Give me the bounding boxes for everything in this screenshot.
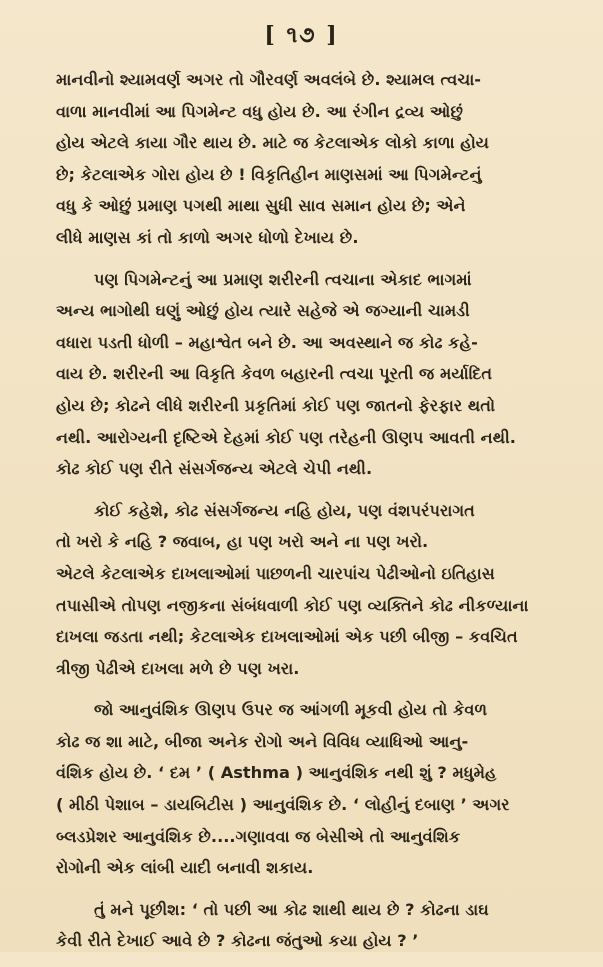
text-line: વધુ કે ઓછું પ્રમાણ પગથી માથા સુધી સાવ સમાન હોય છે; એને bbox=[56, 196, 466, 216]
text-line: લીધે માણસ કાં તો કાળો અગર ધોળો દેખાય છે. bbox=[56, 227, 359, 247]
text-line: વધારા પડતી ધોળી – મહાશ્વેત બને છે. આ અવસ્થાને જ કોઢ કહે- bbox=[56, 332, 478, 352]
text-line: બ્લડપ્રેશર આનુવંશિક છે....ગણાવવા જ બેસીએ તો આનુવંશિક bbox=[56, 826, 461, 846]
text-line: હોય એટલે કાયા ગૌર થાય છે. માટે જ કેટલાએક લોકો કાળા હોય bbox=[56, 133, 490, 153]
text-line: ( મીઠી પેશાબ – ડાયબિટીસ ) આનુવંશિક છે. ‘ લોહીનું દબાણ ’ અગર bbox=[56, 795, 510, 815]
text-line: નથી. આરોગ્યની દૃષ્ટિએ દેહમાં કોઈ પણ તરેહની ઊણપ આવતી નથી. bbox=[56, 427, 516, 447]
text-line: કોઢ જ શા માટે, બીજા અનેક રોગો અને વિવિધ વ્યાધિઓ આનુ- bbox=[56, 731, 469, 751]
paragraph-1 bbox=[56, 64, 576, 254]
text-line: કોઢ કોઈ પણ રીતે સંસર્ગજન્ય એટલે ચેપી નથી. bbox=[56, 459, 373, 479]
text-line: છે; કેટલાએક ગોરા હોય છે ! વિકૃતિહીન માણસમાં આ પિગમેન્ટનું bbox=[56, 164, 482, 184]
text-line: માનવીનો શ્યામવર્ણ અગર તો ગૌરવર્ણ અવલંબે છે. શ્યામલ ત્વચા- bbox=[56, 70, 482, 89]
text-line: દાખલા જડતા નથી; કેટલાએક દાખલાઓમાં એક પછી બીજી – કવચિત bbox=[56, 627, 518, 647]
text-line: વાય છે. શરીરની આ વિકૃતિ કેવળ બહારની ત્વચા પૂરતી જ મર્યાદિત bbox=[56, 364, 493, 384]
text-line: જો આનુવંશિક ઊણપ ઉપર જ આંગળી મૂકવી હોય તો કેવળ bbox=[94, 700, 488, 720]
page-number: [ ૧૭ ] bbox=[264, 22, 339, 48]
text-line: તપાસીએ તોપણ નજીકના સંબંધવાળી કોઈ પણ વ્યક્તિને કોઢ નીકળ્યાના bbox=[56, 595, 529, 615]
text-line: રોગોની એક લાંબી યાદી બનાવી શકાય. bbox=[56, 858, 314, 878]
text-line: એટલે કેટલાએક દાખલાઓમાં પાછળની ચારપાંચ પેઢીઓનો ઇતિહાસ bbox=[56, 563, 495, 583]
text-line: પણ પિગમેન્ટનું આ પ્રમાણ શરીરની ત્વચાના એકાદ ભાગમાં bbox=[94, 269, 472, 289]
text-line: અન્ય ભાગોથી ઘણું ઓછું હોય ત્યારે સહેજે એ જગ્યાની ચામડી bbox=[56, 301, 470, 321]
text-line: કોઈ કહેશે, કોઢ સંસર્ગજન્ય નહિ હોય, પણ વંશપરંપરાગત bbox=[94, 500, 475, 520]
text-line: વંશિક હોય છે. ‘ દમ ’ ( Asthma ) આનુવંશિક નથી શું ? મધુમેહ bbox=[56, 763, 497, 783]
text-line: હોય છે; કોઢને લીધે શરીરની પ્રકૃતિમાં કોઈ પણ જાતનો ફેરફાર થતો bbox=[56, 395, 496, 415]
paragraph-4 bbox=[56, 694, 576, 884]
text-line: તો ખરો કે નહિ ? જવાબ, હા પણ ખરો અને ના પણ ખરો. bbox=[56, 532, 429, 552]
paragraph-2 bbox=[56, 264, 576, 485]
text-line: ત્રીજી પેઢીએ દાખલા મળે છે પણ ખરા. bbox=[56, 658, 300, 678]
text-line: કેવી રીતે દેખાઈ આવે છે ? કોઢના જંતુઓ કયા હોય ? ’ bbox=[56, 931, 419, 951]
text-line: વાળા માનવીમાં આ પિગમેન્ટ વધુ હોય છે. આ રંગીન દ્રવ્ય ઓછું bbox=[56, 101, 463, 121]
paragraph-3 bbox=[56, 495, 576, 685]
text-line: તું મને પૂછીશ: ‘ તો પછી આ કોઢ શાથી થાય છે ? કોઢના ડાઘ bbox=[94, 899, 489, 919]
body-text bbox=[56, 64, 576, 967]
paragraph-5 bbox=[56, 894, 576, 957]
